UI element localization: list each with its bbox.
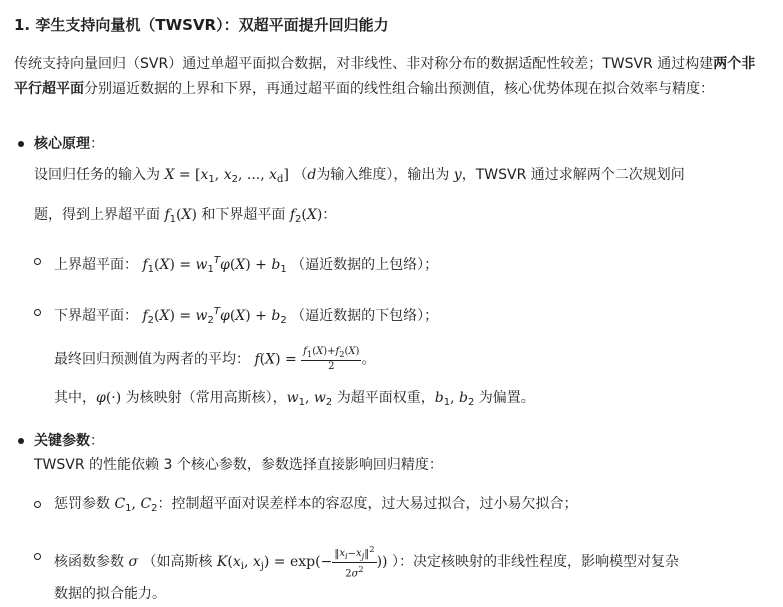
where-text: 为偏置。 <box>478 390 535 406</box>
lower-note: （逼近数据的下包络）； <box>291 308 439 324</box>
gaussian-fraction: $\frac{‖x_i-x_j‖^2}{2\sigma^2}$ <box>334 544 375 580</box>
upper-label: 上界超平面： <box>54 257 138 273</box>
principle-text: （ <box>293 167 308 183</box>
principle-text: 设回归任务的输入为 <box>34 167 160 183</box>
principle-text: 和下界超平面 <box>201 207 286 223</box>
average-fraction: $\frac{f_1(X)+f_2(X)}{2}$ <box>303 346 360 372</box>
penalty-param-item: 惩罚参数 $C_1$, $C_2$：控制超平面对误差样本的容忍度，过大易过拟合，过小易欠拟合； <box>34 492 783 521</box>
intro-text-1: 传统支持向量回归（SVR）通过单超平面拟合数据，对非线性、非对称分布的数据适配性较差；TWSVR 通过构建 <box>14 56 714 72</box>
kernel-text: 数据的拟合能力。 <box>54 585 166 602</box>
final-prediction: 最终回归预测值为两者的平均： f(X) = $\frac{f_1(X)+f_2(X)}{2}$ 。 <box>54 346 376 372</box>
colon: ： <box>90 433 104 449</box>
principle-title: 核心原理 <box>34 136 90 152</box>
principle-text: ，TWSVR 通过求解两个二次规划问 <box>461 167 685 183</box>
circle-bullet <box>34 553 41 560</box>
circle-bullet <box>34 501 41 508</box>
params-intro: TWSVR 的性能依赖 3 个核心参数，参数选择直接影响回归精度： <box>34 457 443 473</box>
params-item <box>14 429 783 607</box>
kernel-text: ）：决定核映射的非线性程度，影响模型对复杂 <box>391 553 679 570</box>
intro-text-2: 分别逼近数据的上界和下界，再通过超平面的线性组合输出预测值，核心优势体现在拟合效率与精度： <box>84 81 714 97</box>
lower-label: 下界超平面： <box>54 308 138 324</box>
math-x-def: X <box>164 167 175 183</box>
principle-text: ： <box>322 207 337 223</box>
where-text: 为超平面权重， <box>336 390 435 406</box>
intro-paragraph <box>14 52 764 102</box>
lower-hyperplane-item: 下界超平面： $f_2(X) = w_2^T\varphi(X) + b_2$ （逼近数据的下包络）； <box>34 300 783 333</box>
where-text: 为核映射（常用高斯核）， <box>125 390 287 406</box>
kernel-param-item: 核函数参数 σ （如高斯核 $K(x_i$, $x_j) = \exp(-$ $\frac{‖x_i-x_j‖^2}{2\sigma^2}$ )) ）：决定核映射的非线性程度，影响模型对复杂 数据的拟合能力。 <box>34 543 783 607</box>
bullet-dot <box>18 141 24 147</box>
principle-text: 为输入维度），输出为 <box>316 167 450 183</box>
where-line: 其中，φ(·) 为核映射（常用高斯核），$w_1$, $w_2$ 为超平面权重，$b_1$, $b_2$ 为偏置。 <box>54 390 535 408</box>
kernel-text: （如高斯核 <box>142 553 213 570</box>
bullet-list <box>14 132 783 607</box>
upper-note: （逼近数据的上包络）； <box>291 257 439 273</box>
penalty-label: 惩罚参数 <box>54 496 110 512</box>
circle-bullet <box>34 309 41 316</box>
upper-hyperplane-item: 上界超平面： $f_1(X) = w_1^T\varphi(X) + b_1$ （逼近数据的上包络）； <box>34 249 783 282</box>
intro-bold: 两个非平行超平面 <box>14 56 756 97</box>
circle-bullet <box>34 258 41 265</box>
params-title: 关键参数 <box>34 433 90 449</box>
final-text: 。 <box>361 351 376 368</box>
penalty-text: ：控制超平面对误差样本的容忍度，过大易过拟合，过小易欠拟合； <box>157 496 578 512</box>
kernel-label: 核函数参数 <box>54 553 124 570</box>
final-text: 最终回归预测值为两者的平均： <box>54 351 250 368</box>
colon: ： <box>90 136 104 152</box>
bullet-dot <box>18 438 24 444</box>
principle-item: 核心原理： 设回归任务的输入为 $X = [x_1$, $x_2$, ..., $x_d$] （d为输入维度），输出为 y，TWSVR 通过求解两个二次规划问 题，得到上界超平面 $f_1(X)$ 和下界超平面 $f_2(X)$： 上界超平面： $f_1(X) = w_1^T\varphi(X) + b_1$ （逼近数据的上包络）； 下界超平面： $f_2(X) = w_2^T\varphi(X) + b_2$ （逼近数据的下包络）； 最终回归预测值为两者的平均： f(X) = $\frac{f_1(X)+f_2(X)}{2}$ 。 其中，φ(·) 为核映射（常用高斯核），$w_1$, $w_2$ 为超平面权重，$b_1$, $b_2$ 为偏置。 <box>14 132 783 415</box>
principle-text: 题，得到上界超平面 <box>34 207 160 223</box>
where-text: 其中， <box>54 390 96 406</box>
section-heading: 1. 孪生支持向量机（TWSVR）：双超平面提升回归能力 <box>14 16 389 34</box>
